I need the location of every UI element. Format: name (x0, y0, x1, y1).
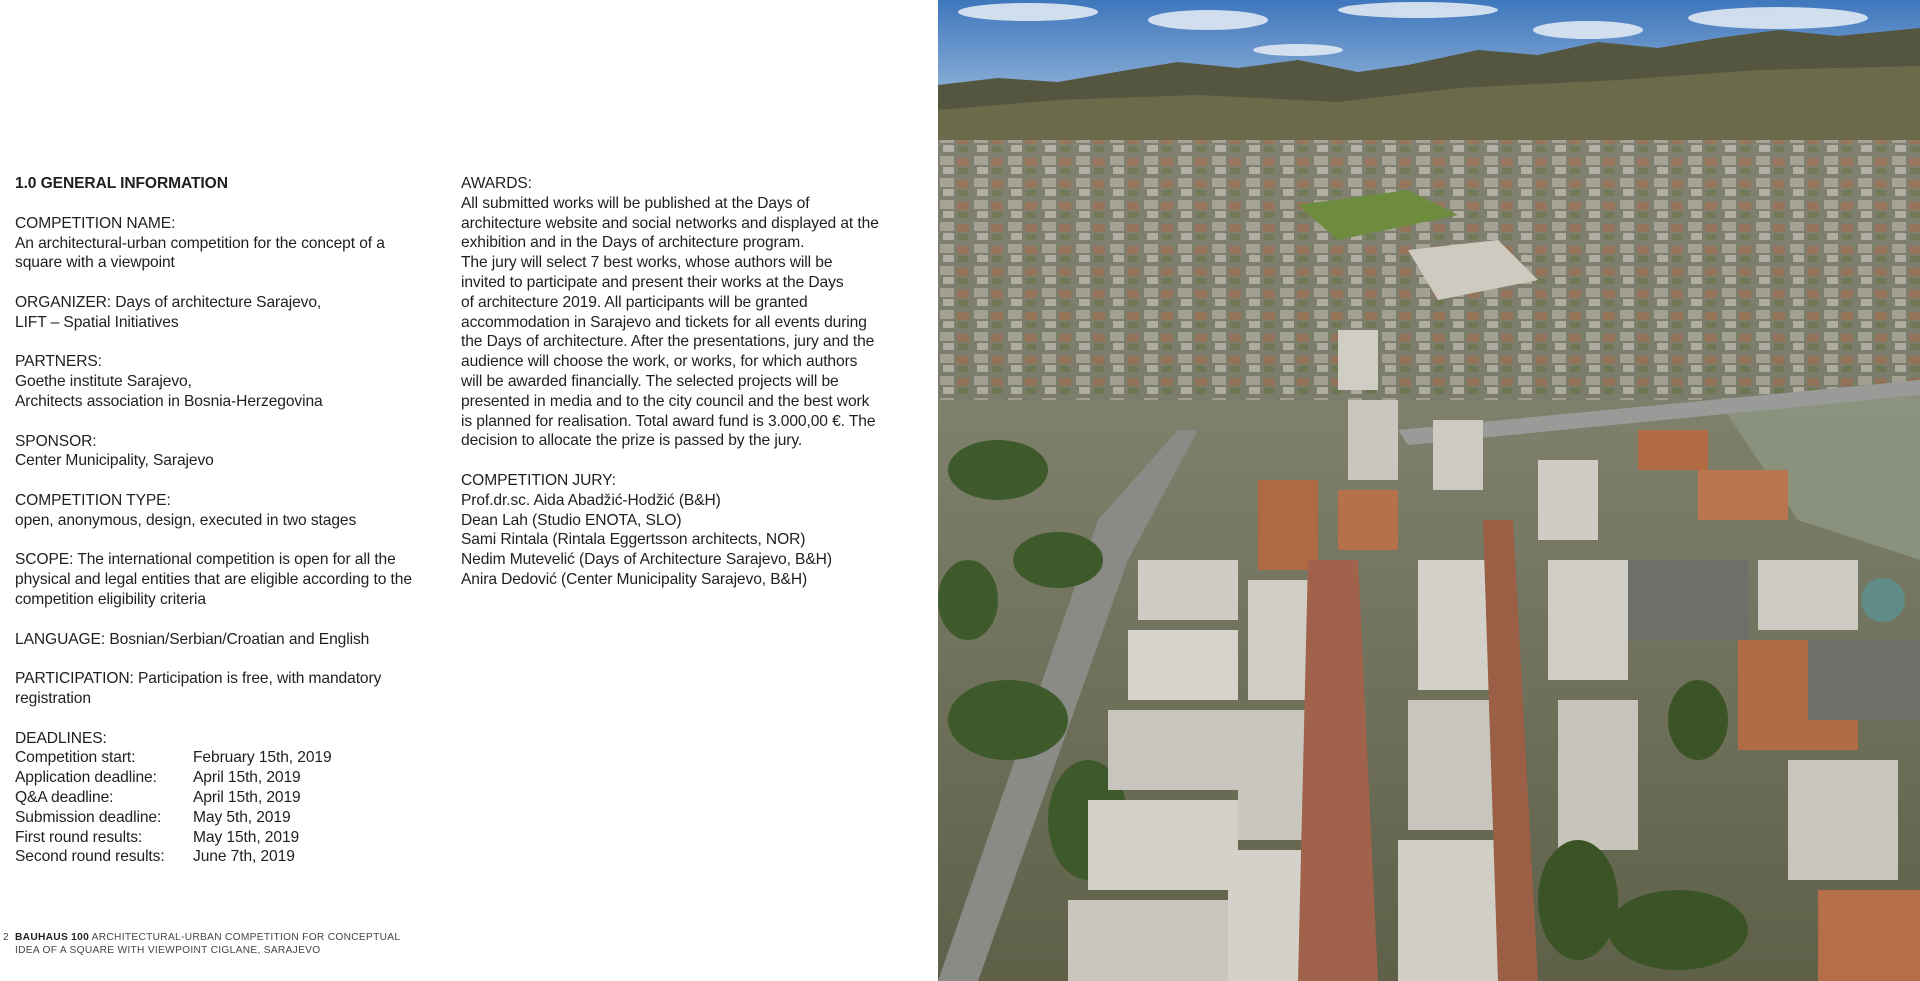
awards-line: decision to allocate the prize is passed by the jury. (461, 432, 803, 450)
partner-line: Architects association in Bosnia-Herzegovina (15, 392, 323, 410)
participation-line: PARTICIPATION: Participation is free, with mandatory (15, 670, 382, 688)
footer-line-2: IDEA OF A SQUARE WITH VIEWPOINT CIGLANE, SARAJEVO (15, 945, 321, 956)
deadline-date: February 15th, 2019 (193, 749, 332, 767)
awards-label: AWARDS: (461, 175, 532, 192)
scope-block (15, 550, 435, 609)
deadline-date: April 15th, 2019 (193, 769, 301, 787)
competition-type-value: open, anonymous, design, executed in two stages (15, 511, 357, 529)
awards-line: invited to participate and present their works at the Days (461, 273, 844, 291)
awards-line: audience will choose the work, or works, for which authors (461, 353, 858, 371)
jury-label: COMPETITION JURY: (461, 471, 616, 489)
footer-title: ARCHITECTURAL-URBAN COMPETITION FOR CONCEPTUAL (89, 932, 401, 943)
jury-block (461, 471, 891, 590)
deadline-date: May 5th, 2019 (193, 808, 291, 826)
deadline-name: First round results: (15, 828, 143, 846)
competition-type-label: COMPETITION TYPE: (15, 491, 171, 509)
deadline-row (15, 847, 435, 867)
competition-name-line: square with a viewpoint (15, 254, 175, 272)
awards-line: is planned for realisation. Total award fund is 3.000,00 €. The (461, 412, 876, 430)
round-building (1861, 578, 1905, 622)
jury-member: Anira Dedović (Center Municipality Sarajevo, B&H) (461, 570, 808, 588)
organizer-line: ORGANIZER: Days of architecture Sarajevo, (15, 293, 322, 311)
aerial-city-photo (938, 0, 1920, 981)
deadline-name: Second round results: (15, 848, 165, 866)
deadline-row (15, 768, 435, 788)
competition-name-block (15, 214, 435, 273)
organizer-line: LIFT – Spatial Initiatives (15, 313, 179, 331)
awards-line: The jury will select 7 best works, whose authors will be (461, 254, 833, 272)
footer-line-1 (3, 931, 400, 944)
jury-member: Prof.dr.sc. Aida Abadžić-Hodžić (B&H) (461, 491, 721, 509)
partners-label: PARTNERS: (15, 353, 102, 371)
page-footer (3, 931, 400, 957)
section-heading: 1.0 GENERAL INFORMATION (15, 175, 228, 192)
deadline-name: Application deadline: (15, 769, 157, 787)
scope-line: physical and legal entities that are eligible according to the (15, 571, 412, 589)
competition-type-block (15, 491, 435, 531)
page-number: 2 (3, 932, 9, 943)
jury-member: Sami Rintala (Rintala Eggertsson architects, NOR) (461, 531, 806, 549)
deadline-row (15, 748, 435, 768)
left-page (0, 0, 938, 981)
deadline-name: Competition start: (15, 749, 136, 767)
organizer-block (15, 293, 435, 333)
competition-name-line: An architectural-urban competition for the concept of a (15, 234, 385, 252)
deadlines-block (15, 729, 435, 868)
deadline-date: May 15th, 2019 (193, 828, 300, 846)
scope-line: competition eligibility criteria (15, 590, 206, 608)
awards-line: All submitted works will be published at the Days of (461, 194, 810, 212)
participation-block (15, 669, 435, 709)
deadline-row (15, 788, 435, 808)
sponsor-label: SPONSOR: (15, 432, 97, 450)
awards-line: will be awarded financially. The selected projects will be (461, 372, 839, 390)
scope-line: SCOPE: The international competition is open for all the (15, 551, 396, 569)
jury-member: Nedim Mutevelić (Days of Architecture Sarajevo, B&H) (461, 551, 832, 569)
jury-member: Dean Lah (Studio ENOTA, SLO) (461, 511, 682, 529)
partners-block (15, 352, 435, 411)
awards-line: architecture website and social networks and displayed at the (461, 214, 879, 232)
deadline-row (15, 828, 435, 848)
awards-jury-column (461, 174, 891, 610)
sponsor-value: Center Municipality, Sarajevo (15, 452, 214, 470)
sponsor-block (15, 432, 435, 472)
language-block (15, 630, 435, 650)
deadlines-label: DEADLINES: (15, 729, 107, 747)
general-information-column (15, 174, 435, 887)
competition-name-label: COMPETITION NAME: (15, 214, 176, 232)
deadline-name: Submission deadline: (15, 808, 162, 826)
awards-line: presented in media and to the city council and the best work (461, 392, 870, 410)
awards-line: accommodation in Sarajevo and tickets for all events during (461, 313, 867, 331)
awards-line: of architecture 2019. All participants will be granted (461, 293, 808, 311)
deadline-row (15, 808, 435, 828)
awards-line: the Days of architecture. After the presentations, jury and the (461, 333, 875, 351)
partner-line: Goethe institute Sarajevo, (15, 373, 192, 391)
deadline-name: Q&A deadline: (15, 788, 114, 806)
awards-block (461, 174, 891, 451)
awards-line: exhibition and in the Days of architecture program. (461, 234, 805, 252)
deadline-date: June 7th, 2019 (193, 848, 295, 866)
participation-line: registration (15, 689, 91, 707)
footer-brand: BAUHAUS 100 (15, 932, 90, 943)
language-line: LANGUAGE: Bosnian/Serbian/Croatian and English (15, 630, 370, 648)
deadline-date: April 15th, 2019 (193, 788, 301, 806)
